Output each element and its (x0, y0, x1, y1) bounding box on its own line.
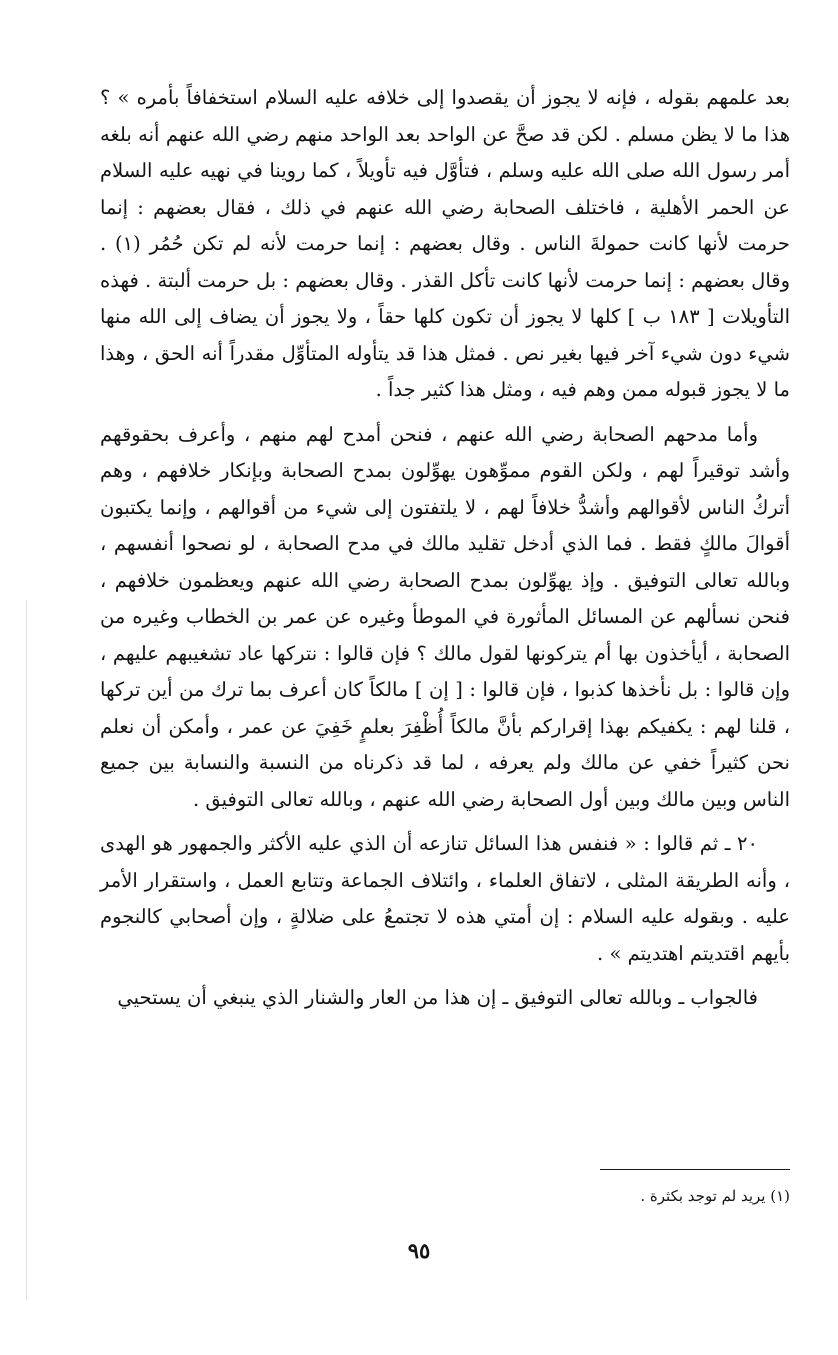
paragraph-2: وأما مدحهم الصحابة رضي الله عنهم ، فنحن أمدح لهم منهم ، وأعرف بحقوقهم وأشد توقيراً لهم ، ولكن القوم مموِّهون يهوِّلون بمدح الصحابة وبإنكار خلافهم ، وهم أتركُ الناس لأقوالهم وأشدُّ خلافاً لهم ، لا يلتفتون إلى شيء من أقوالهم ، وإنما يكتبون أقوالَ مالكٍ فقط . فما الذي أدخل تقليد مالك في مدح الصحابة ، لو نصحوا أنفسهم ، وبالله تعالى التوفيق . وإذ يهوِّلون بمدح الصحابة رضي الله عنهم ويعظمون خلافهم ، فنحن نسألهم عن المسائل المأثورة في الموطأ وغيره عن عمر بن الخطاب وغيره من الصحابة ، أيأخذون بها أم يتركونها لقول مالك ؟ فإن قالوا : نتركها عاد تشغيبهم عليهم ، وإن قالوا : بل نأخذها كذبوا ، فإن قالوا : [ إن ] مالكاً كان أعرف بما ترك من أين تركها ، قلنا لهم : يكفيكم بهذا إقراركم بأنَّ مالكاً أُظْفِرَ بعلمٍ خَفِيَ عن عمر ، وأمكن أن نعلم نحن كثيراً خفي عن مالك ولم يعرفه ، لما قد ذكرناه من النسبة والنسابة بين جميع الناس وبين مالك وبين أول الصحابة رضي الله عنهم ، وبالله تعالى التوفيق . (100, 422, 790, 811)
footnote-divider (600, 1169, 790, 1170)
paragraph-4: فالجواب ـ وبالله تعالى التوفيق ـ إن هذا من العار والشنار الذي ينبغي أن يستحيي (117, 986, 758, 1009)
footnote: (١) يريد لم توجد بكثرة . (640, 1187, 790, 1205)
page-number: ٩٥ (407, 1238, 431, 1263)
page-edge-shadow (26, 600, 27, 1300)
paragraph-1: بعد علمهم بقوله ، فإنه لا يجوز أن يقصدوا إلى خلافه عليه السلام استخفافاً بأمره » ؟ هذا ما لا يظن مسلم . لكن قد صحَّ عن الواحد بعد الواحد منهم رضي الله عنهم أنه بلغه أمر رسول الله صلى الله عليه وسلم ، فتأوَّل فيه تأويلاً ، كما روينا في نهيه عليه السلام عن الحمر الأهلية ، فاختلف الصحابة رضي الله عنهم في ذلك ، فقال بعضهم : إنما حرمت لأنها كانت حمولةَ الناس . وقال بعضهم : إنما حرمت لأنه لم تكن حُمُر (١) . وقال بعضهم : إنما حرمت لأنها كانت تأكل القذر . وقال بعضهم : بل حرمت ألبتة . فهذه التأويلات [ ١٨٣ ب ] كلها لا يجوز أن تكون كلها حقاً ، ولا يجوز أن يضاف إلى الله منها شيء دون شيء آخر فيها بغير نص . فمثل هذا قد يتأوله المتأوِّل مقدراً أنه الحق ، وهذا ما لا يجوز قبوله ممن وهم فيه ، ومثل هذا كثير جداً . (100, 86, 790, 401)
paragraph-3: ٢٠ ـ ثم قالوا : « فنفس هذا السائل تنازعه أن الذي عليه الأكثر والجمهور هو الهدى ، وأنه الطريقة المثلى ، لاتفاق العلماء ، وائتلاف الجماعة وتتابع العمل ، واستقرار الأمر عليه . وبقوله عليه السلام : إن أمتي هذه لا تجتمعُ على ضلالةٍ ، وإن أصحابي كالنجوم بأيهم اقتديتم اهتديتم » . (100, 832, 790, 965)
body-text (100, 80, 790, 1017)
